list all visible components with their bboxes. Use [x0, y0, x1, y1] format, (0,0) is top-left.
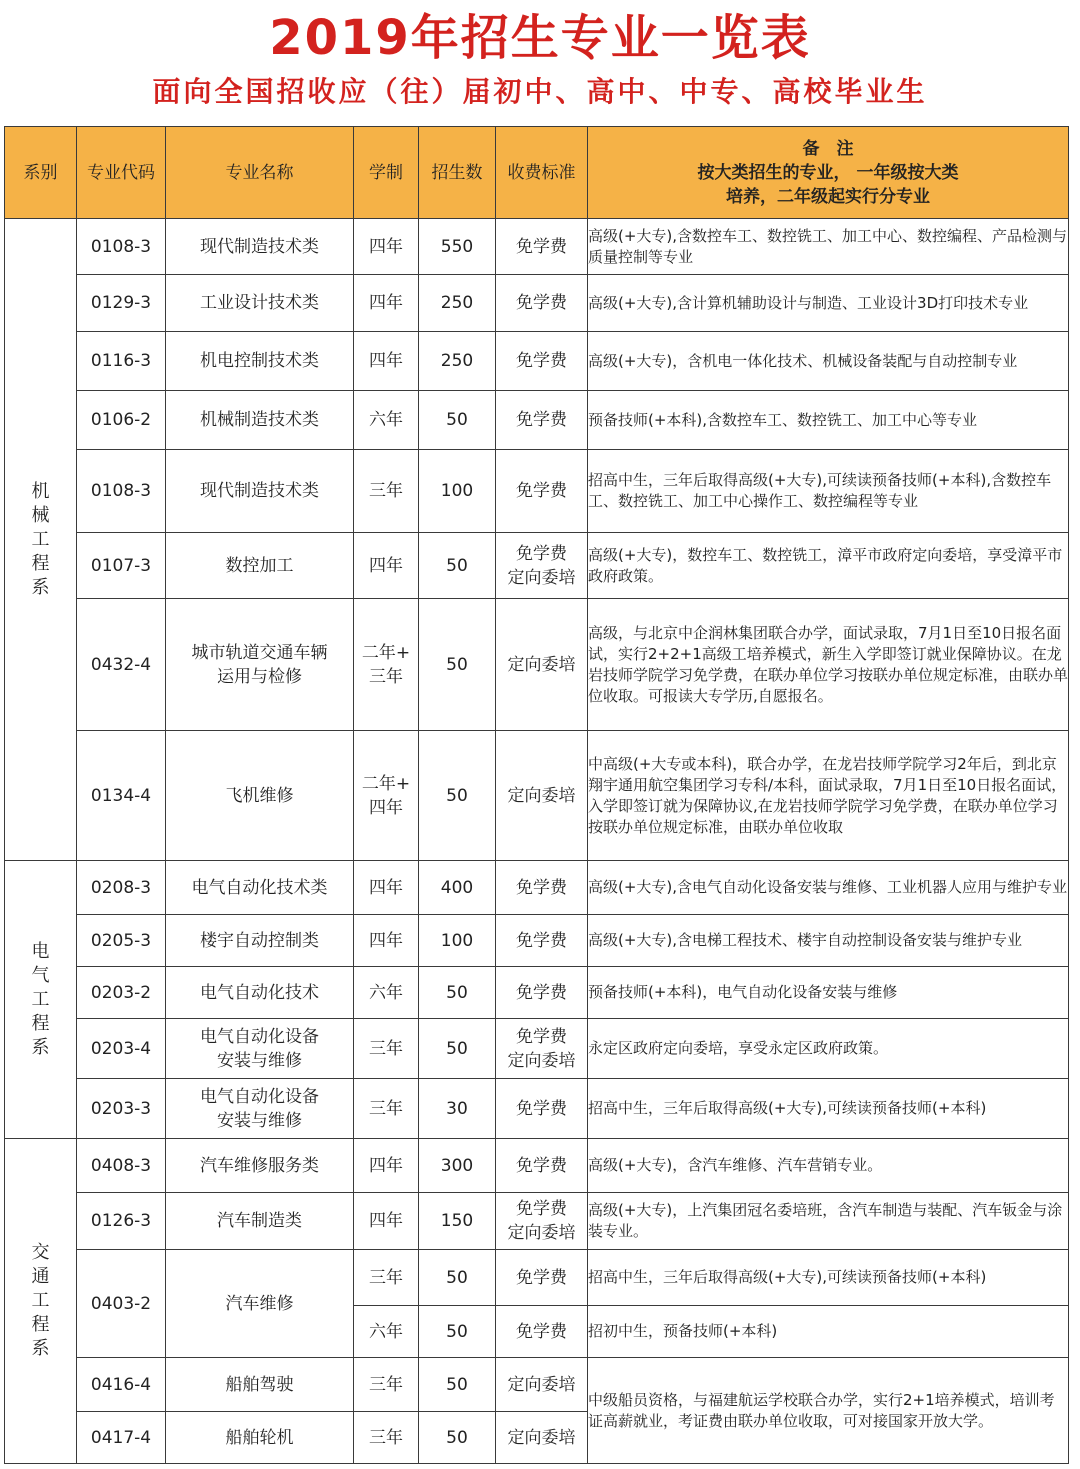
- header-fee: 收费标准: [496, 127, 588, 219]
- row-quota: 50: [419, 1412, 496, 1464]
- dept-cell: 机械工程系: [5, 219, 77, 861]
- row-code: 0417-4: [77, 1412, 166, 1464]
- table-row: [5, 731, 1069, 861]
- row-fee: 定向委培: [496, 1358, 588, 1412]
- row-years: 六年: [354, 967, 419, 1019]
- row-code: 0416-4: [77, 1358, 166, 1412]
- row-code: 0203-3: [77, 1079, 166, 1139]
- row-quota: 50: [419, 1019, 496, 1079]
- row-code: 0106-2: [77, 391, 166, 450]
- header-remark: [588, 127, 1069, 219]
- header-years: 学制: [354, 127, 419, 219]
- row-quota: 50: [419, 1250, 496, 1306]
- row-years: 二年+ 四年: [354, 731, 419, 861]
- row-code: 0116-3: [77, 332, 166, 391]
- row-name: 现代制造技术类: [166, 219, 354, 275]
- row-code: 0205-3: [77, 915, 166, 967]
- table-row: [5, 1193, 1069, 1250]
- row-fee: 免学费: [496, 861, 588, 915]
- row-remark: 中级船员资格，与福建航运学校联合办学，实行2+1培养模式，培训考证高薪就业，考证费由联办单位收取，可对接国家开放大学。: [588, 1358, 1069, 1464]
- row-years: 六年: [354, 1306, 419, 1358]
- row-name: 电气自动化技术类: [166, 861, 354, 915]
- row-code: 0126-3: [77, 1193, 166, 1250]
- table-row: [5, 599, 1069, 731]
- header-remark-line2: 按大类招生的专业， 一年级按大类: [697, 162, 959, 183]
- row-quota: 250: [419, 332, 496, 391]
- row-code: 0129-3: [77, 275, 166, 332]
- row-name: 电气自动化设备 安装与维修: [166, 1019, 354, 1079]
- row-years: 三年: [354, 1079, 419, 1139]
- table-row: [5, 1139, 1069, 1193]
- row-name: 飞机维修: [166, 731, 354, 861]
- row-quota: 150: [419, 1193, 496, 1250]
- row-quota: 100: [419, 450, 496, 533]
- row-fee: 免学费: [496, 967, 588, 1019]
- row-quota: 50: [419, 391, 496, 450]
- row-years: 三年: [354, 1250, 419, 1306]
- row-remark: 高级(+大专),含数控车工、数控铣工、加工中心、数控编程、产品检测与质量控制等专业: [588, 219, 1069, 275]
- table-row: [5, 915, 1069, 967]
- page-subtitle: 面向全国招收应（往）届初中、高中、中专、高校毕业生: [152, 75, 928, 108]
- row-quota: 50: [419, 731, 496, 861]
- row-remark: 高级(+大专)，数控车工、数控铣工，漳平市政府定向委培，享受漳平市政府政策。: [588, 533, 1069, 599]
- row-years: 四年: [354, 1139, 419, 1193]
- row-remark: 永定区政府定向委培，享受永定区政府政策。: [588, 1019, 1069, 1079]
- row-name: 机电控制技术类: [166, 332, 354, 391]
- row-fee: 免学费: [496, 219, 588, 275]
- row-remark: 高级(+大专)，含机电一体化技术、机械设备装配与自动控制专业: [588, 332, 1069, 391]
- row-name: 数控加工: [166, 533, 354, 599]
- row-name: 楼宇自动控制类: [166, 915, 354, 967]
- row-remark: 预备技师(+本科)，电气自动化设备安装与维修: [588, 967, 1069, 1019]
- row-name: 电气自动化技术: [166, 967, 354, 1019]
- row-years: 三年: [354, 450, 419, 533]
- row-name: 汽车维修: [166, 1250, 354, 1358]
- row-quota: 250: [419, 275, 496, 332]
- row-name: 汽车制造类: [166, 1193, 354, 1250]
- row-quota: 50: [419, 599, 496, 731]
- header-code: 专业代码: [77, 127, 166, 219]
- row-fee: 免学费: [496, 450, 588, 533]
- row-code: 0408-3: [77, 1139, 166, 1193]
- row-quota: 50: [419, 1306, 496, 1358]
- row-quota: 50: [419, 1358, 496, 1412]
- header-quota: 招生数: [419, 127, 496, 219]
- enrollment-table: [4, 126, 1069, 1464]
- row-years: 三年: [354, 1019, 419, 1079]
- row-code: 0134-4: [77, 731, 166, 861]
- table-row: [5, 219, 1069, 275]
- row-fee: 免学费: [496, 915, 588, 967]
- row-fee: 免学费: [496, 332, 588, 391]
- dept-cell: 电气工程系: [5, 861, 77, 1139]
- row-name: 城市轨道交通车辆 运用与检修: [166, 599, 354, 731]
- row-years: 四年: [354, 275, 419, 332]
- table-row: [5, 861, 1069, 915]
- header-remark-line3: 培养，二年级起实行分专业: [726, 186, 930, 207]
- table-row: [5, 332, 1069, 391]
- row-years: 四年: [354, 332, 419, 391]
- row-fee: 免学费: [496, 275, 588, 332]
- row-fee: 定向委培: [496, 731, 588, 861]
- row-remark: 高级(+大专),含电梯工程技术、楼宇自动控制设备安装与维护专业: [588, 915, 1069, 967]
- row-remark: 高级(+大专),含计算机辅助设计与制造、工业设计3D打印技术专业: [588, 275, 1069, 332]
- row-name: 船舶驾驶: [166, 1358, 354, 1412]
- row-fee: 免学费: [496, 1250, 588, 1306]
- table-row: [5, 275, 1069, 332]
- table-row: [5, 391, 1069, 450]
- row-remark: 中高级(+大专或本科)，联合办学，在龙岩技师学院学习2年后，到北京翔宇通用航空集团学习专科/本科，面试录取，7月1日至10日报名面试，入学即签订就为保障协议,在龙岩技师学院学习免学费，在联办单位学习按联办单位规定标准，由联办单位收取: [588, 731, 1069, 861]
- row-years: 四年: [354, 1193, 419, 1250]
- row-remark: 预备技师(+本科),含数控车工、数控铣工、加工中心等专业: [588, 391, 1069, 450]
- row-name: 船舶轮机: [166, 1412, 354, 1464]
- row-years: 四年: [354, 915, 419, 967]
- row-name: 工业设计技术类: [166, 275, 354, 332]
- row-quota: 30: [419, 1079, 496, 1139]
- row-fee: 免学费: [496, 1079, 588, 1139]
- dept-cell: 交通工程系: [5, 1139, 77, 1464]
- row-years: 四年: [354, 219, 419, 275]
- row-quota: 300: [419, 1139, 496, 1193]
- row-years: 四年: [354, 861, 419, 915]
- page-title: 2019年招生专业一览表: [269, 10, 811, 66]
- row-years: 二年+ 三年: [354, 599, 419, 731]
- table-row: [5, 967, 1069, 1019]
- row-remark: 招高中生，三年后取得高级(+大专),可续读预备技师(+本科): [588, 1250, 1069, 1306]
- row-remark: 招高中生，三年后取得高级(+大专),可续读预备技师(+本科),含数控车工、数控铣工、加工中心操作工、数控编程等专业: [588, 450, 1069, 533]
- row-code: 0203-4: [77, 1019, 166, 1079]
- row-remark: 招高中生，三年后取得高级(+大专),可续读预备技师(+本科): [588, 1079, 1069, 1139]
- row-fee: 定向委培: [496, 599, 588, 731]
- header-dept: 系别: [5, 127, 77, 219]
- row-code: 0208-3: [77, 861, 166, 915]
- row-years: 三年: [354, 1358, 419, 1412]
- row-quota: 100: [419, 915, 496, 967]
- row-years: 三年: [354, 1412, 419, 1464]
- table-row: [5, 533, 1069, 599]
- row-name: 现代制造技术类: [166, 450, 354, 533]
- row-code: 0432-4: [77, 599, 166, 731]
- row-fee: 免学费 定向委培: [496, 533, 588, 599]
- table-header-row: [5, 127, 1069, 219]
- row-fee: 免学费: [496, 1306, 588, 1358]
- row-remark: 高级(+大专),含电气自动化设备安装与维修、工业机器人应用与维护专业: [588, 861, 1069, 915]
- row-code: 0403-2: [77, 1250, 166, 1358]
- row-remark: 招初中生，预备技师(+本科): [588, 1306, 1069, 1358]
- row-fee: 免学费: [496, 1139, 588, 1193]
- row-quota: 550: [419, 219, 496, 275]
- row-fee: 免学费: [496, 391, 588, 450]
- row-years: 四年: [354, 533, 419, 599]
- row-quota: 400: [419, 861, 496, 915]
- table-row: [5, 1250, 1069, 1306]
- row-code: 0108-3: [77, 450, 166, 533]
- row-quota: 50: [419, 533, 496, 599]
- row-code: 0203-2: [77, 967, 166, 1019]
- header-name: 专业名称: [166, 127, 354, 219]
- table-row: [5, 1358, 1069, 1412]
- row-fee: 免学费 定向委培: [496, 1193, 588, 1250]
- row-years: 六年: [354, 391, 419, 450]
- row-quota: 50: [419, 967, 496, 1019]
- row-fee: 免学费 定向委培: [496, 1019, 588, 1079]
- header-remark-line1: 备 注: [802, 138, 854, 159]
- row-code: 0108-3: [77, 219, 166, 275]
- row-remark: 高级(+大专)，含汽车维修、汽车营销专业。: [588, 1139, 1069, 1193]
- row-remark: 高级(+大专)，上汽集团冠名委培班，含汽车制造与装配、汽车钣金与涂装专业。: [588, 1193, 1069, 1250]
- row-name: 机械制造技术类: [166, 391, 354, 450]
- row-fee: 定向委培: [496, 1412, 588, 1464]
- row-remark: 高级，与北京中企润林集团联合办学，面试录取，7月1日至10日报名面试，实行2+2+1高级工培养模式，新生入学即签订就业保障协议。在龙岩技师学院学习免学费，在联办单位学习按联办单位规定标准，由联办单位收取。可报读大专学历,自愿报名。: [588, 599, 1069, 731]
- row-name: 电气自动化设备 安装与维修: [166, 1079, 354, 1139]
- table-row: [5, 1079, 1069, 1139]
- table-row: [5, 1019, 1069, 1079]
- row-code: 0107-3: [77, 533, 166, 599]
- table-row: [5, 450, 1069, 533]
- row-name: 汽车维修服务类: [166, 1139, 354, 1193]
